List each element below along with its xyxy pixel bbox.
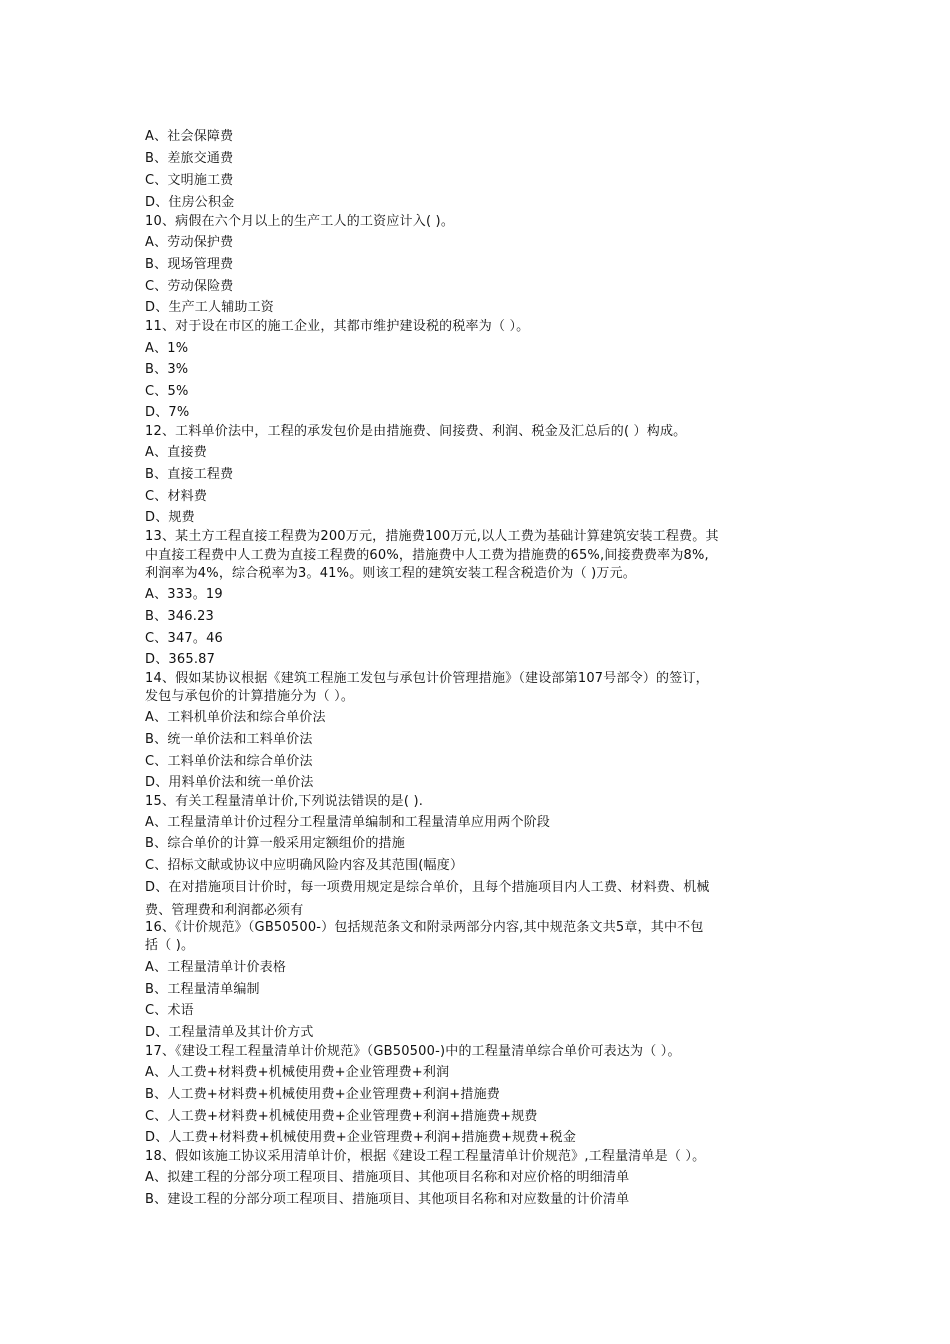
text-line: 16、《计价规范》（GB50500-）包括规范条文和附录两部分内容,其中规范条文共5章，其中不包 bbox=[145, 920, 704, 935]
text-line: A、1% bbox=[145, 341, 189, 356]
text-line: D、工程量清单及其计价方式 bbox=[145, 1025, 314, 1040]
text-line: A、工程量清单计价过程分工程量清单编制和工程量清单应用两个阶段 bbox=[145, 815, 551, 830]
text-line: C、347。46 bbox=[145, 631, 224, 646]
text-line: D、住房公积金 bbox=[145, 195, 235, 210]
text-line: A、社会保障费 bbox=[145, 129, 234, 144]
text-line: D、规费 bbox=[145, 510, 195, 525]
text-line: 12、工料单价法中，工程的承发包价是由措施费、间接费、利润、税金及汇总后的( ）构成。 bbox=[145, 424, 687, 439]
text-line: A、工程量清单计价表格 bbox=[145, 960, 287, 975]
text-line: C、5% bbox=[145, 384, 189, 399]
text-line: B、工程量清单编制 bbox=[145, 982, 260, 997]
text-line: C、术语 bbox=[145, 1003, 194, 1018]
text-line: D、用料单价法和统一单价法 bbox=[145, 775, 314, 790]
text-line: C、招标文献或协议中应明确风险内容及其范围(幅度） bbox=[145, 858, 464, 873]
text-line: 17、《建设工程工程量清单计价规范》（GB50500-)中的工程量清单综合单价可表达为（ ）。 bbox=[145, 1044, 681, 1059]
text-line: B、人工费+材料费+机械使用费+企业管理费+利润+措施费 bbox=[145, 1087, 500, 1102]
text-line: 14、假如某协议根据《建筑工程施工发包与承包计价管理措施》（建设部第107号部令）的签订， bbox=[145, 671, 709, 686]
text-line: 10、病假在六个月以上的生产工人的工资应计入( )。 bbox=[145, 214, 455, 229]
text-line: D、生产工人辅助工资 bbox=[145, 300, 275, 315]
text-line: 15、有关工程量清单计价,下列说法错误的是( ). bbox=[145, 794, 424, 809]
text-line: 费、管理费和利润都必须有 bbox=[145, 903, 304, 918]
text-line: C、文明施工费 bbox=[145, 173, 234, 188]
text-line: 11、对于设在市区的施工企业，其都市维护建设税的税率为（ ）。 bbox=[145, 319, 530, 334]
text-line: C、劳动保险费 bbox=[145, 279, 234, 294]
text-line: D、在对措施项目计价时，每一项费用规定是综合单价，且每个措施项目内人工费、材料费、机械 bbox=[145, 880, 710, 895]
text-line: 13、某土方工程直接工程费为200万元，措施费100万元,以人工费为基础计算建筑安装工程费。其 bbox=[145, 529, 719, 544]
text-line: 括（ )。 bbox=[145, 938, 195, 953]
text-line: B、直接工程费 bbox=[145, 467, 234, 482]
text-line: B、建设工程的分部分项工程项目、措施项目、其他项目名称和对应数量的计价清单 bbox=[145, 1192, 630, 1207]
text-line: 18、假如该施工协议采用清单计价，根据《建设工程工程量清单计价规范》,工程量清单是（ ）。 bbox=[145, 1149, 706, 1164]
text-line: D、人工费+材料费+机械使用费+企业管理费+利润+措施费+规费+税金 bbox=[145, 1130, 577, 1145]
text-line: D、365.87 bbox=[145, 652, 216, 667]
text-line: C、工料单价法和综合单价法 bbox=[145, 754, 313, 769]
text-line: B、现场管理费 bbox=[145, 257, 234, 272]
text-line: B、统一单价法和工料单价法 bbox=[145, 732, 313, 747]
text-line: B、综合单价的计算一般采用定额组价的措施 bbox=[145, 836, 405, 851]
text-line: A、工料机单价法和综合单价法 bbox=[145, 710, 326, 725]
text-line: 利润率为4%，综合税率为3。41%。则该工程的建筑安装工程含税造价为（ )万元。 bbox=[145, 566, 636, 581]
text-line: 中直接工程费中人工费为直接工程费的60%，措施费中人工费为措施费的65%,间接费费率为8%, bbox=[145, 548, 709, 563]
text-line: A、直接费 bbox=[145, 445, 207, 460]
text-line: A、劳动保护费 bbox=[145, 235, 234, 250]
text-line: B、3% bbox=[145, 362, 189, 377]
text-line: D、7% bbox=[145, 405, 190, 420]
text-line: B、346.23 bbox=[145, 609, 215, 624]
text-line: A、333。19 bbox=[145, 587, 223, 602]
text-line: A、人工费+材料费+机械使用费+企业管理费+利润 bbox=[145, 1065, 450, 1080]
text-line: 发包与承包价的计算措施分为（ ）。 bbox=[145, 689, 355, 704]
text-line: C、材料费 bbox=[145, 489, 208, 504]
text-line: C、人工费+材料费+机械使用费+企业管理费+利润+措施费+规费 bbox=[145, 1109, 538, 1124]
text-line: B、差旅交通费 bbox=[145, 151, 234, 166]
text-line: A、拟建工程的分部分项工程项目、措施项目、其他项目名称和对应价格的明细清单 bbox=[145, 1170, 630, 1185]
